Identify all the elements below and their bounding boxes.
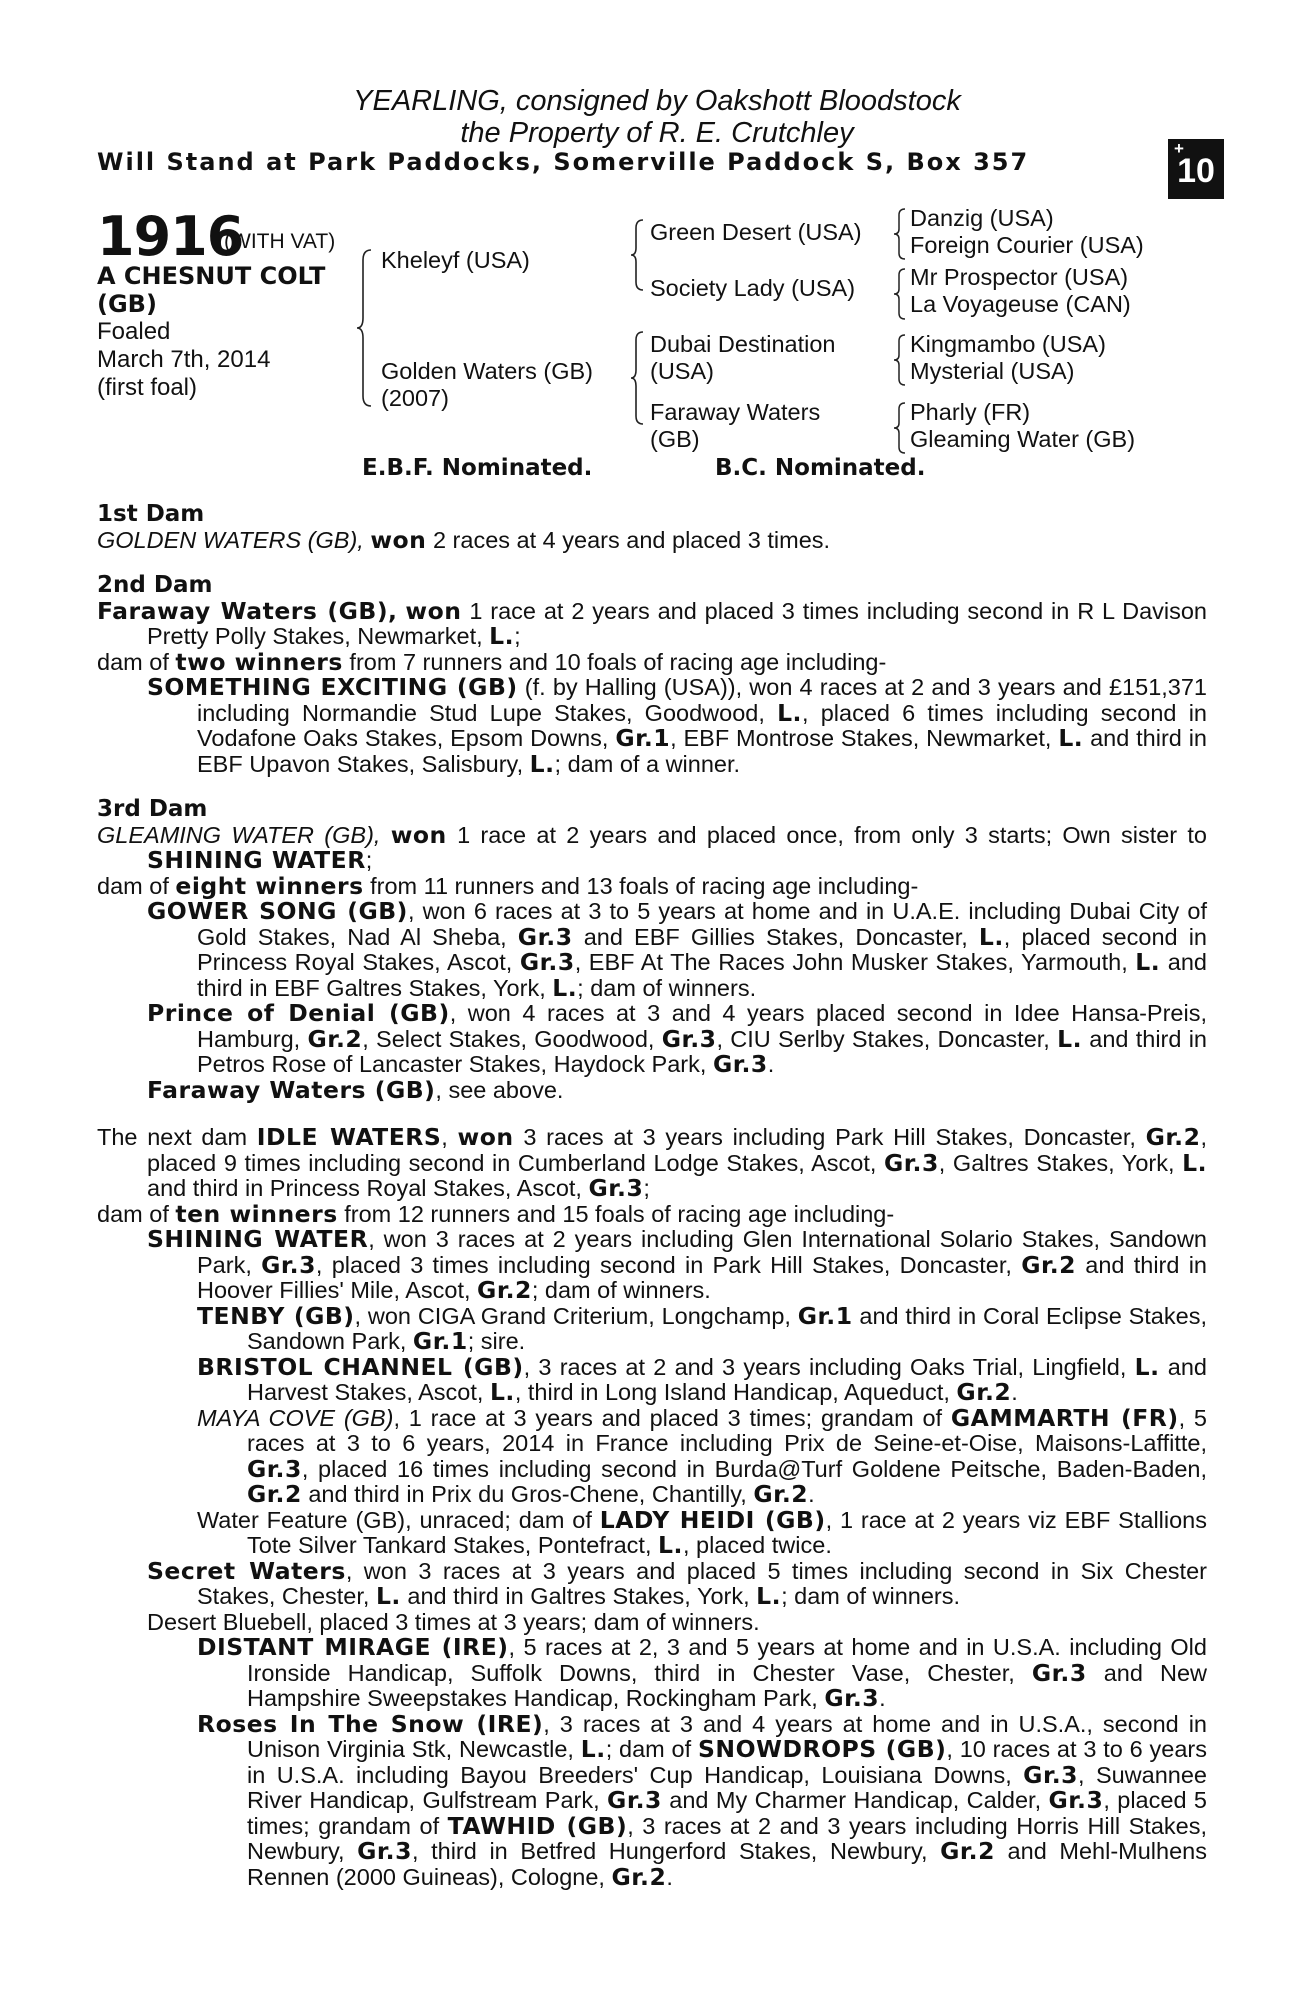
third-dam-text: GLEAMING WATER (GB), won 1 race at 2 years and placed once, from only 3 starts; Own sister to SHINING WATER; — [97, 820, 1207, 874]
consignor-line: YEARLING, consigned by Oakshott Bloodstock — [353, 85, 961, 117]
pedigree-brace — [893, 333, 907, 387]
pedigree-brace — [630, 218, 646, 292]
pedigree-brace — [893, 401, 907, 455]
pedigree-brace — [355, 248, 375, 408]
list-item: GOWER SONG (GB), won 6 races at 3 to 5 years at home and in U.A.E. including Dubai City of Gold Stakes, Nad Al Sheba, Gr.3 and EBF Gillies Stakes, Doncaster, L., placed second in Princess Royal Stakes, Ascot, Gr.3, EBF At The Races John Musker Stakes, Yarmouth, L. and third in EBF Galtres Stakes, York, L.; dam of winners. — [147, 897, 1207, 1002]
bc-nomination: B.C. Nominated. — [715, 455, 926, 481]
list-item: Prince of Denial (GB), won 4 races at 3 and 4 years placed second in Idee Hansa-Preis, Hamburg, Gr.2, Select Stakes, Goodwood, Gr.3, CIU Serlby Stakes, Doncaster, L. and third in Petros Rose of Lancaster Stakes, Haydock Park, Gr.3. — [147, 999, 1207, 1078]
list-item: Faraway Waters (GB), see above. — [147, 1075, 564, 1104]
third-dam-produce: dam of eight winners from 11 runners and 13 foals of racing age including- — [97, 871, 919, 900]
list-item: TENBY (GB), won CIGA Grand Criterium, Longchamp, Gr.1 and third in Coral Eclipse Stakes, Sandown Park, Gr.1; sire. — [197, 1301, 1207, 1355]
pedigree-notes — [97, 488, 1207, 1890]
dam-dam-sire: Pharly (FR) — [910, 399, 1031, 425]
list-item: SOMETHING EXCITING (GB) (f. by Halling (USA)), won 4 races at 2 and 3 years and £151,371 including Normandie Stud Lupe Stakes, Goodwood, L., placed 6 times including second in Vodafone Oaks Stakes, Epsom Downs, Gr.1, EBF Montrose Stakes, Newmarket, L. and third in EBF Upavon Stakes, Salisbury, L.; dam of a winner. — [147, 673, 1208, 778]
ten-icon-badge: + 10 — [1168, 139, 1224, 199]
list-item: BRISTOL CHANNEL (GB), 3 races at 2 and 3 years including Oaks Trial, Lingfield, L. and Harvest Stakes, Ascot, L., third in Long Island Handicap, Aqueduct, Gr.2. — [197, 1352, 1207, 1406]
second-dam-text: Faraway Waters (GB), won 1 race at 2 years and placed 3 times including second in R L Davison Pretty Polly Stakes, Newmarket, L.; — [97, 596, 1207, 650]
dam-dam-dam: Gleaming Water (GB) — [910, 426, 1136, 452]
lot-number: 1916 — [97, 205, 244, 268]
dam-sire-dam: Mysterial (USA) — [910, 358, 1075, 384]
pedigree-brace — [893, 267, 907, 321]
dam-sire: Dubai Destination (USA) — [650, 331, 836, 384]
sire-sire-dam: Foreign Courier (USA) — [910, 232, 1144, 258]
lot-description: A CHESNUT COLT (GB) Foaled March 7th, 2014 (first foal) — [97, 262, 326, 401]
dam-dam: Faraway Waters (GB) — [650, 399, 821, 452]
first-dam-heading: 1st Dam — [97, 501, 205, 527]
second-dam-produce: dam of two winners from 7 runners and 10 foals of racing age including- — [97, 647, 887, 676]
sire-dam-sire: Mr Prospector (USA) — [910, 264, 1129, 290]
first-dam-text: GOLDEN WATERS (GB), won 2 races at 4 years and placed 3 times. — [97, 525, 831, 554]
list-item: Roses In The Snow (IRE), 3 races at 3 and 4 years at home and in U.S.A., second in Unison Virginia Stk, Newcastle, L.; dam of SNOWDROPS (GB), 10 races at 3 to 6 years in U.S.A. including Bayou Breeders' Cup Handicap, Louisiana Downs, Gr.3, Suwannee River Handicap, Gulfstream Park, Gr.3 and My Charmer Handicap, Calder, Gr.3, placed 5 times; grandam of TAWHID (GB), 3 races at 2 and 3 years including Horris Hill Stakes, Newbury, Gr.3, third in Betfred Hungerford Stakes, Newbury, Gr.2 and Mehl-Mulhens Rennen (2000 Guineas), Cologne, Gr.2. — [197, 1709, 1208, 1891]
list-item: MAYA COVE (GB), 1 race at 3 years and placed 3 times; grandam of GAMMARTH (FR), 5 races at 3 to 6 years, 2014 in France including Prix de Seine-et-Oise, Maisons-Laffitte, Gr.3, placed 16 times including second in Burda@Turf Goldene Peitsche, Baden-Baden, Gr.2 and third in Prix du Gros-Chene, Chantilly, Gr.2. — [197, 1403, 1208, 1508]
second-dam-heading: 2nd Dam — [97, 572, 213, 598]
list-item: SHINING WATER, won 3 races at 2 years including Glen International Solario Stakes, Sandown Park, Gr.3, placed 3 times including second in Park Hill Stakes, Doncaster, Gr.2 and third in Hoover Fillies' Mile, Ascot, Gr.2; dam of winners. — [147, 1225, 1207, 1304]
dam-year: (2007) — [381, 385, 449, 411]
sire-dam-dam: La Voyageuse (CAN) — [910, 291, 1131, 317]
stand-location: Will Stand at Park Paddocks, Somerville Paddock S, Box 357 — [97, 148, 1030, 176]
list-item: DISTANT MIRAGE (IRE), 5 races at 2, 3 and 5 years at home and in U.S.A. including Old Ironside Handicap, Suffolk Downs, third in Chester Vase, Chester, Gr.3 and New Hampshire Sweepstakes Handicap, Rockingham Park, Gr.3. — [197, 1633, 1208, 1712]
dam: Golden Waters (GB) — [381, 358, 593, 384]
sire-sire: Green Desert (USA) — [650, 219, 862, 245]
sire: Kheleyf (USA) — [381, 247, 530, 273]
sire-sire-sire: Danzig (USA) — [910, 205, 1054, 231]
list-item: Water Feature (GB), unraced; dam of LADY HEIDI (GB), 1 race at 2 years viz EBF Stallions Tote Silver Tankard Stakes, Pontefract, L., placed twice. — [197, 1505, 1207, 1559]
next-dam-text: The next dam IDLE WATERS, won 3 races at 3 years including Park Hill Stakes, Doncaster, Gr.2, placed 9 times including second in Cumberland Lodge Stakes, Ascot, Gr.3, Galtres Stakes, York, L. and third in Princess Royal Stakes, Ascot, Gr.3; — [97, 1123, 1207, 1202]
dam-sire-sire: Kingmambo (USA) — [910, 331, 1106, 357]
pedigree-brace — [630, 330, 646, 426]
pedigree-brace — [893, 207, 907, 261]
next-dam-produce: dam of ten winners from 12 runners and 15 foals of racing age including- — [97, 1199, 895, 1228]
list-item: Desert Bluebell, placed 3 times at 3 years; dam of winners. — [147, 1608, 760, 1635]
sire-dam: Society Lady (USA) — [650, 275, 856, 301]
vat-note: (WITH VAT) — [224, 230, 336, 253]
list-item: Secret Waters, won 3 races at 3 years and placed 5 times including second in Six Chester Stakes, Chester, L. and third in Galtres Stakes, York, L.; dam of winners. — [147, 1556, 1207, 1610]
ebf-nomination: E.B.F. Nominated. — [362, 455, 593, 481]
property-line: the Property of R. E. Crutchley — [460, 117, 854, 149]
third-dam-heading: 3rd Dam — [97, 796, 208, 822]
